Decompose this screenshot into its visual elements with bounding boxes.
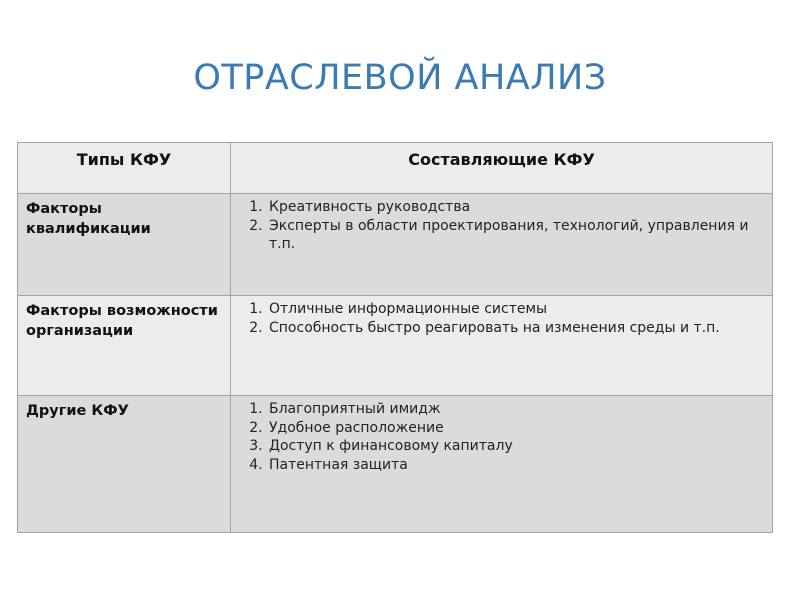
components-cell bbox=[231, 396, 773, 533]
list-item: 1. Отличные информационные системы bbox=[267, 300, 764, 319]
type-cell: Факторы возможности организации bbox=[18, 296, 231, 396]
header-row bbox=[18, 143, 773, 194]
list-item: 1. Креативность руководства bbox=[267, 198, 764, 217]
type-cell: Факторы квалификации bbox=[18, 194, 231, 296]
header-components: Составляющие КФУ bbox=[231, 143, 773, 194]
header-types: Типы КФУ bbox=[18, 143, 231, 194]
list-item: 1. Благоприятный имидж bbox=[267, 400, 764, 419]
slide-title: ОТРАСЛЕВОЙ АНАЛИЗ bbox=[193, 58, 607, 98]
type-cell: Другие КФУ bbox=[18, 396, 231, 533]
components-cell bbox=[231, 194, 773, 296]
table-row bbox=[18, 396, 773, 533]
table-row bbox=[18, 194, 773, 296]
list-item: 2. Удобное расположение bbox=[267, 419, 764, 438]
table-row bbox=[18, 296, 773, 396]
list-item: 2. Эксперты в области проектирования, технологий, управления и т.п. bbox=[267, 217, 764, 254]
list-item: 2. Способность быстро реагировать на изменения среды и т.п. bbox=[267, 319, 764, 338]
list-item: 3. Доступ к финансовому капиталу bbox=[267, 437, 764, 456]
list-item: 4. Патентная защита bbox=[267, 456, 764, 475]
components-cell bbox=[231, 296, 773, 396]
kfu-table bbox=[17, 142, 773, 533]
